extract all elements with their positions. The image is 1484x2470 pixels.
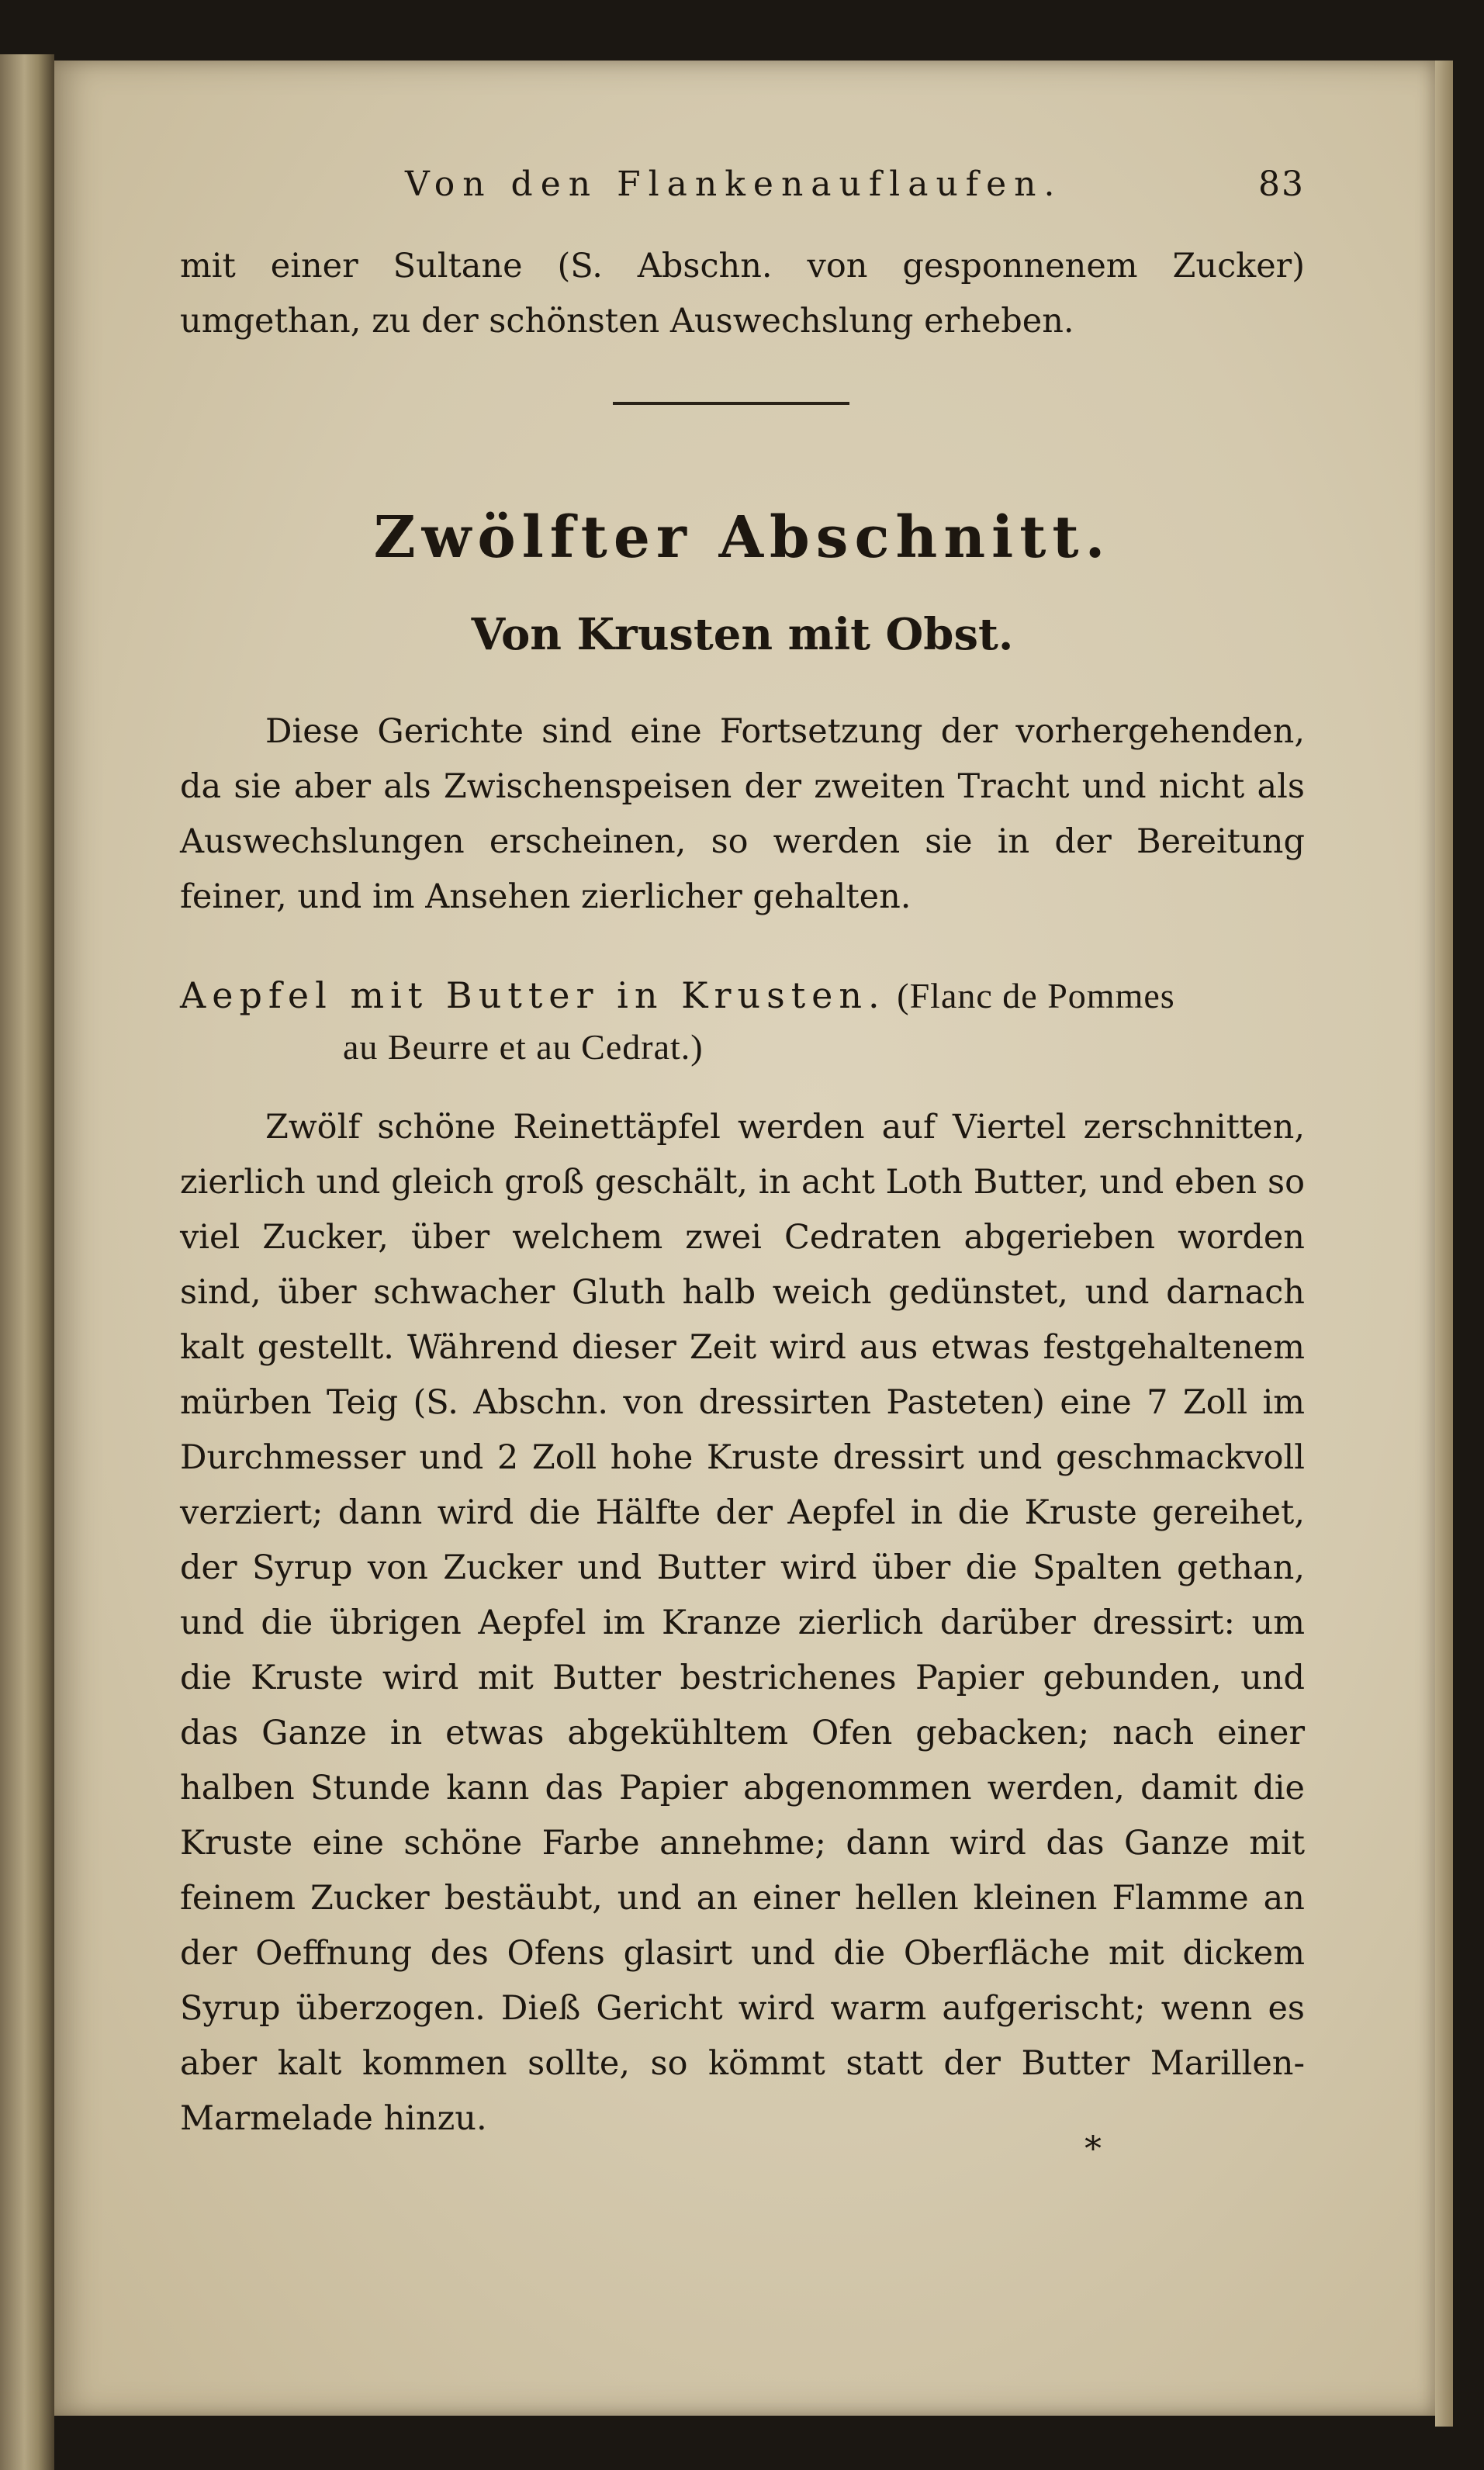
page-number: 83 <box>1258 164 1305 204</box>
recipe-paragraph: Zwölf schöne Reinettäpfel werden auf Viertel zerschnitten, zierlich und gleich groß geschält, in acht Loth Butter, und eben so viel Zucker, über welchem zwei Cedraten abgerieben worden sind, über schwacher Gluth halb weich gedünstet, und darnach kalt gestellt. Während dieser Zeit wird aus etwas festgehaltenem mürben Teig (S. Abschn. von dressirten Pasteten) eine 7 Zoll im Durchmesser und 2 Zoll hohe Kruste dressirt und geschmackvoll verziert; dann wird die Hälfte der Aepfel in die Kruste gereihet, der Syrup von Zucker und Butter wird über die Spalten gethan, und die übrigen Aepfel im Kranze zierlich darüber dressirt: um die Kruste wird mit Butter bestrichenes Papier gebunden, und das Ganze in etwas abgekühltem Ofen gebacken; nach einer halben Stunde kann das Papier abgenommen werden, damit die Kruste eine schöne Farbe annehme; dann wird das Ganze mit feinem Zucker bestäubt, und an einer hellen kleinen Flamme an der Oeffnung des Ofens glasirt und die Oberfläche mit dickem Syrup überzogen. Dieß Gericht wird warm aufgerischt; wenn es aber kalt kommen sollte, so kömmt statt der Butter Marillen-Marmelade hinzu. <box>180 1108 1305 2138</box>
footer-asterisk: * <box>1084 2129 1102 2169</box>
page-header <box>180 164 1305 211</box>
recipe-title-french: (Flanc de Pommes <box>897 976 1175 1015</box>
page-edge <box>1435 61 1453 2427</box>
running-title: Von den Flankenauflaufen. <box>405 164 1063 204</box>
recipe-title-german: Aepfel mit Butter in Krusten. <box>180 974 886 1016</box>
chapter-subtitle: Von Krusten mit Obst. <box>471 609 1014 660</box>
recipe-title-french-cont: au Beurre et au Cedrat.) <box>343 1027 704 1067</box>
intro-text: mit einer Sultane (S. Abschn. von gesponnenem Zucker) umgethan, zu der schönsten Auswechslung erheben. <box>180 247 1305 341</box>
chapter-title: Zwölfter Abschnitt. <box>373 504 1112 571</box>
recipe-heading <box>180 970 1305 1073</box>
section-divider <box>613 402 849 405</box>
paragraph-intro: Diese Gerichte sind eine Fortsetzung der vorhergehenden, da sie aber als Zwischenspeisen der zweiten Tracht und nicht als Auswechslungen erscheinen, so werden sie in der Bereitung feiner, und im Ansehen zierlicher gehalten. <box>180 712 1305 916</box>
book-spine <box>0 54 54 2470</box>
